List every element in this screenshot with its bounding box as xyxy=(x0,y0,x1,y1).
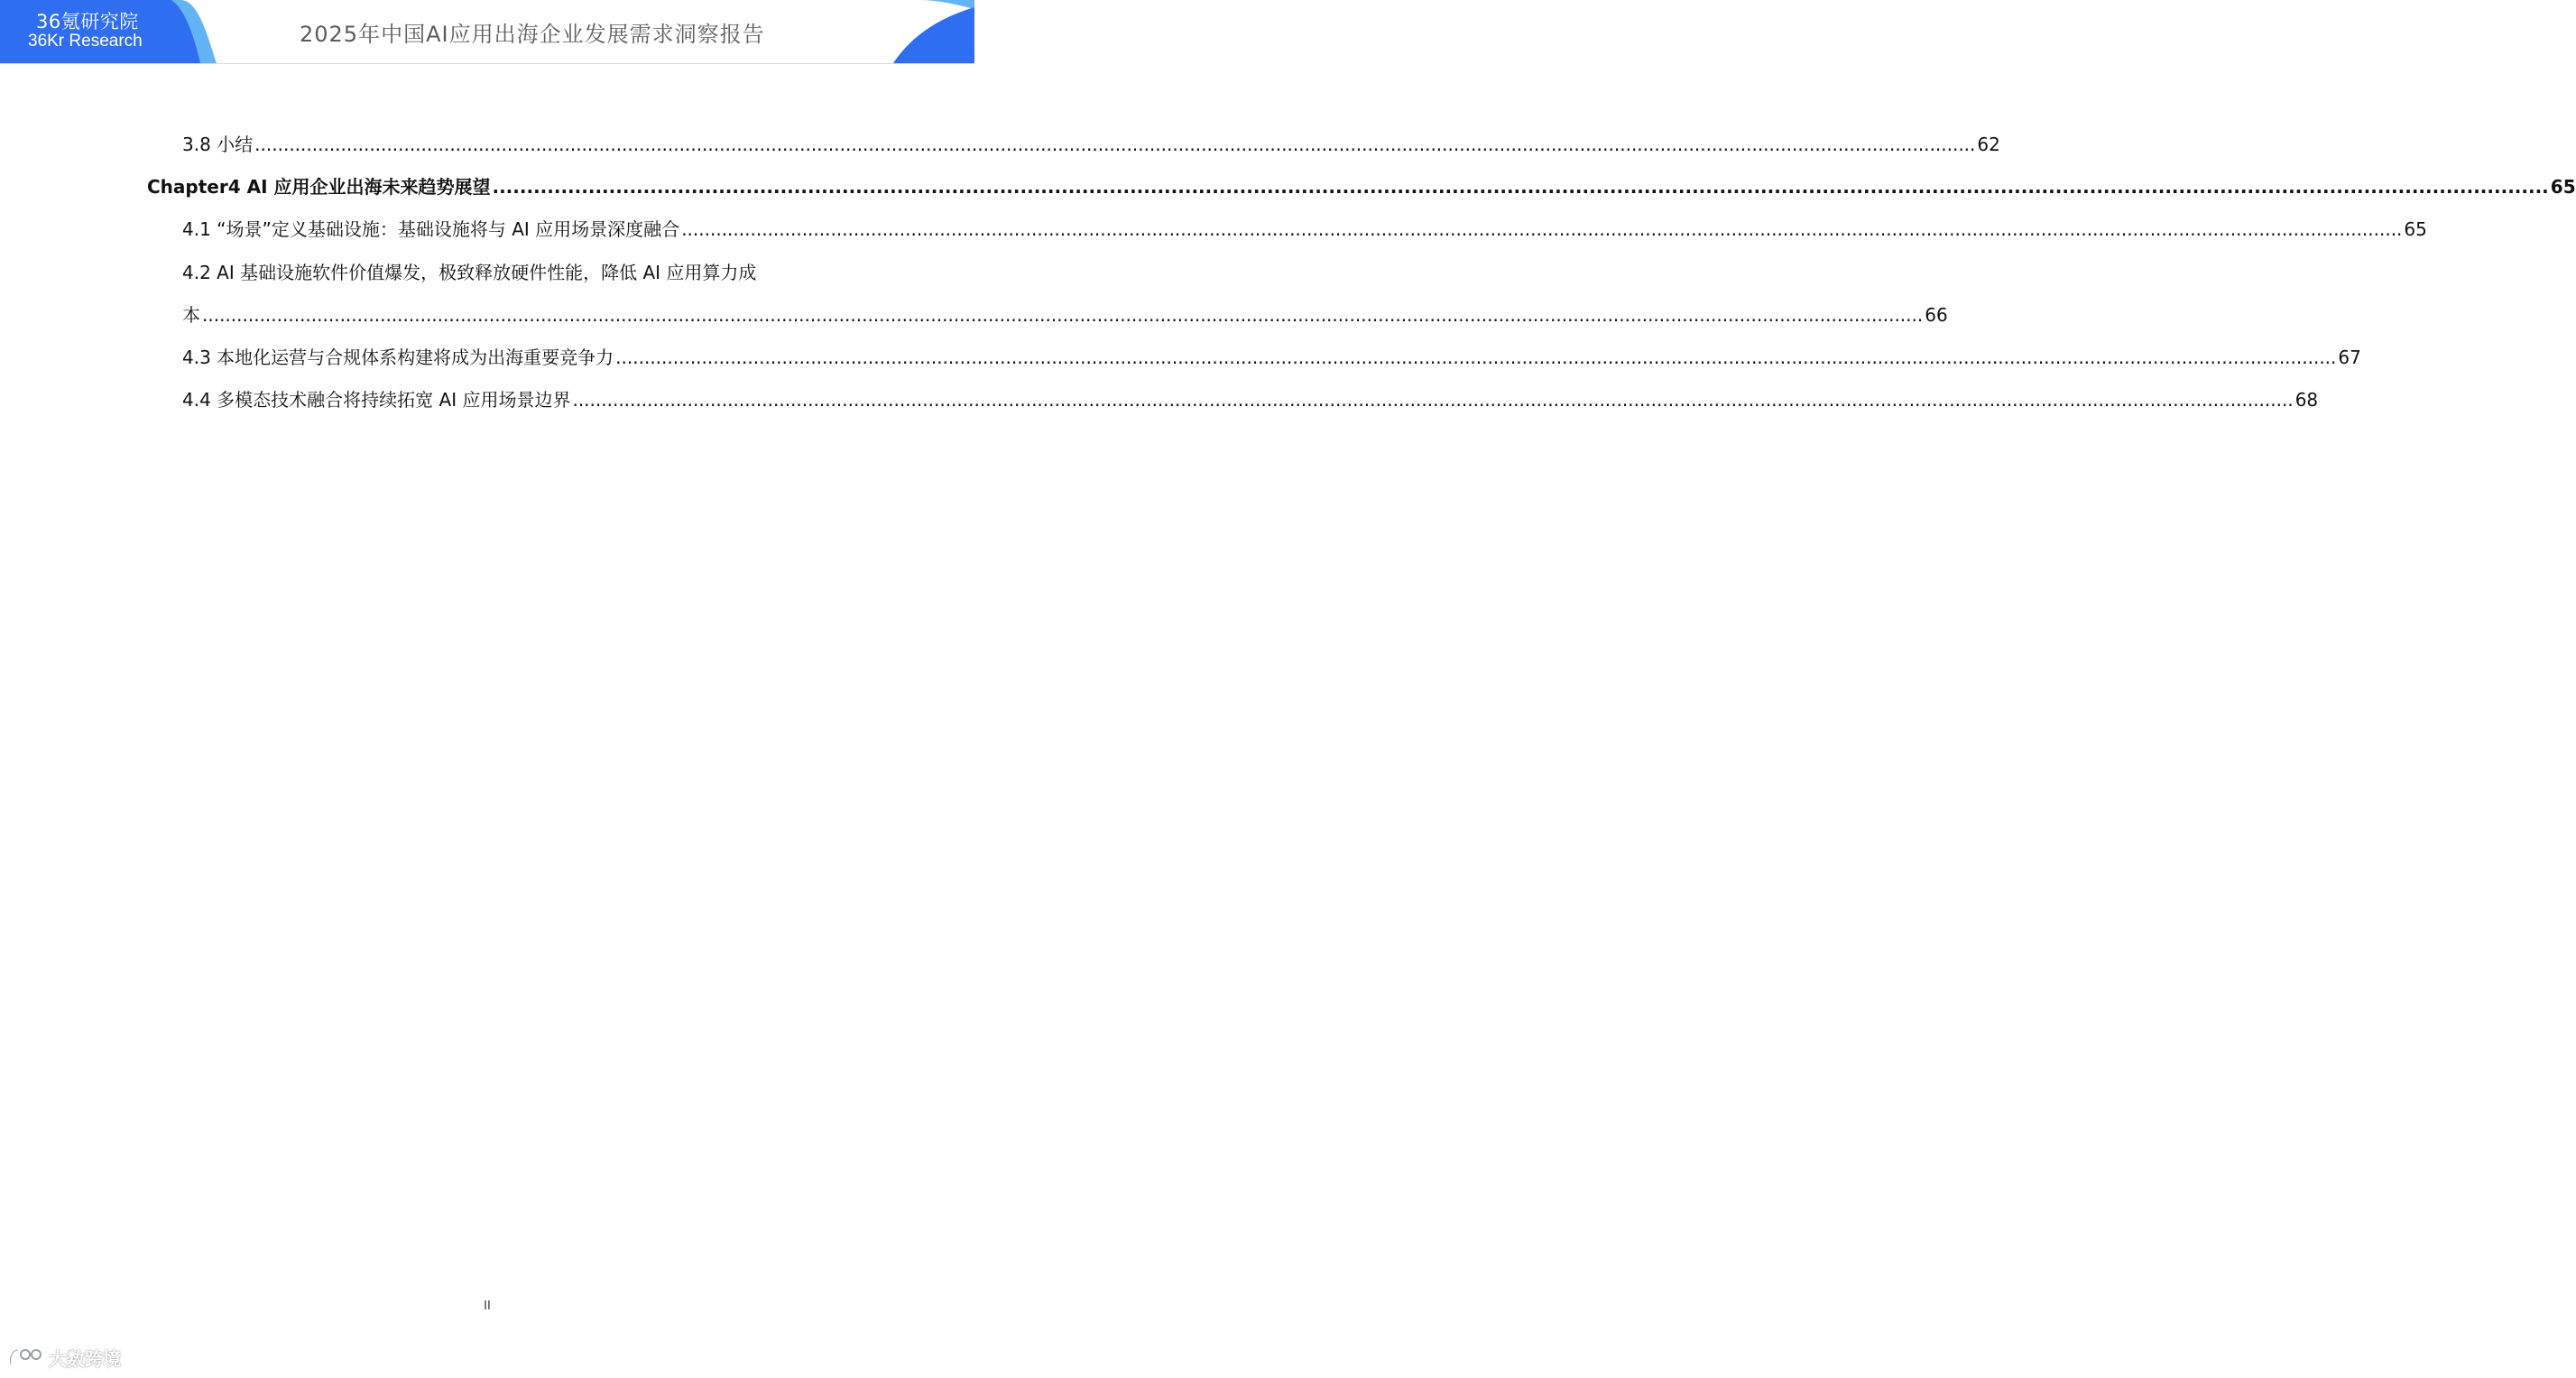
page-header xyxy=(0,0,974,64)
toc-leader-dots: ............................................................................................................................................................................................................................................................................................................ xyxy=(681,218,2403,240)
toc-leader-dots: ............................................................................................................................................................................................................................................................................................................ xyxy=(254,134,1976,155)
toc-leader-dots: ............................................................................................................................................................................................................................................................................................................ xyxy=(572,389,2294,411)
toc-entry-page: 66 xyxy=(1925,304,1948,326)
toc-entry-label: Chapter4 AI 应用企业出海未来趋势展望 xyxy=(147,176,491,198)
toc-entry[interactable] xyxy=(182,388,2319,412)
toc-entry-page: 62 xyxy=(1977,134,2000,155)
toc-entry[interactable] xyxy=(182,133,2000,156)
toc-entry-page: 65 xyxy=(2404,218,2427,240)
toc-entry-page: 68 xyxy=(2294,389,2319,411)
toc-entry[interactable] xyxy=(182,217,2427,241)
corner-decoration-shape xyxy=(893,0,974,63)
page-number: II xyxy=(484,1299,491,1313)
data-logo-icon xyxy=(7,1346,45,1370)
toc-entry-page: 65 xyxy=(2550,176,2576,198)
logo-name-en: 36Kr Research xyxy=(28,32,143,51)
toc-leader-dots: ............................................................................................................................................................................................................................................................................................................ xyxy=(615,347,2337,368)
toc-entry-label-line1[interactable]: 4.2 AI 基础设施软件价值爆发，极致释放硬件性能，降低 AI 应用算力成 xyxy=(182,262,757,283)
toc-leader-dots: ............................................................................................................................................................................................................................................................................................................ xyxy=(202,304,1924,326)
logo-name-cn: 36氪研究院 xyxy=(36,11,139,32)
report-title: 2025年中国AI应用出海企业发展需求洞察报告 xyxy=(300,22,765,47)
toc-entry[interactable] xyxy=(182,303,1948,327)
watermark-text: 大数跨境 xyxy=(49,1348,121,1370)
toc-entry-label: 4.4 多模态技术融合将持续拓宽 AI 应用场景边界 xyxy=(182,389,571,411)
toc-entry-label-line2: 本 xyxy=(182,304,200,326)
watermark xyxy=(7,1345,121,1371)
toc-entry-label: 4.1 “场景”定义基础设施：基础设施将与 AI 应用场景深度融合 xyxy=(182,218,680,240)
toc-chapter-entry[interactable] xyxy=(147,175,2576,199)
toc-entry-page: 67 xyxy=(2338,347,2361,368)
toc-leader-dots: ............................................................................................................................................................................................................................................................................................................ xyxy=(492,176,2549,198)
toc-entry-label: 4.3 本地化运营与合规体系构建将成为出海重要竞争力 xyxy=(182,347,614,368)
toc-entry[interactable] xyxy=(182,346,2361,369)
toc-entry-label: 3.8 小结 xyxy=(182,134,254,155)
